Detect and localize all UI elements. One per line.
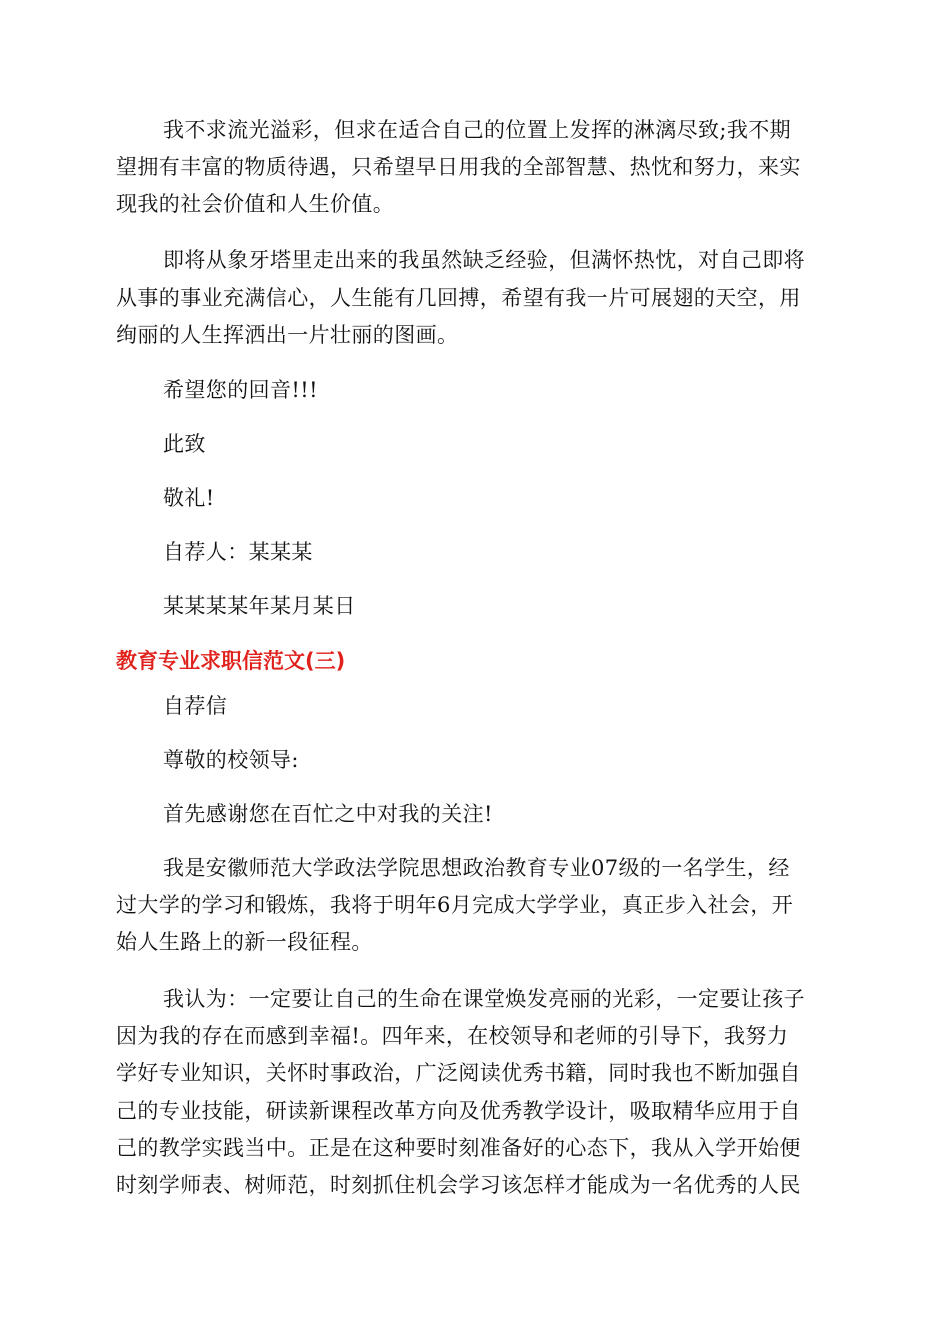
paragraph-line: 从事的事业充满信心，人生能有几回搏，希望有我一片可展翅的天空，用	[116, 286, 801, 310]
paragraph-line: 首先感谢您在百忙之中对我的关注!	[163, 802, 493, 826]
paragraph-line: 己的教学实践当中。正是在这种要时刻准备好的心态下，我从入学开始便	[116, 1136, 801, 1160]
signature-line: 自荐人：某某某	[163, 540, 313, 564]
paragraph-line: 我是安徽师范大学政法学院思想政治教育专业07级的一名学生，经	[163, 856, 790, 880]
paragraph-line: 现我的社会价值和人生价值。	[116, 192, 395, 216]
paragraph-line: 望拥有丰富的物质待遇，只希望早日用我的全部智慧、热忱和努力，来实	[116, 155, 801, 179]
closing-line: 此致	[163, 432, 206, 456]
paragraph-line: 我认为：一定要让自己的生命在课堂焕发亮丽的光彩，一定要让孩子	[163, 987, 805, 1011]
section-heading: 教育专业求职信范文(三)	[116, 649, 346, 673]
paragraph-line: 绚丽的人生挥洒出一片壮丽的图画。	[116, 323, 459, 347]
paragraph-line: 始人生路上的新一段征程。	[116, 930, 373, 954]
paragraph-line: 过大学的学习和锻炼，我将于明年6月完成大学学业，真正步入社会，开	[116, 893, 794, 917]
closing-line: 敬礼!	[163, 486, 215, 510]
closing-line: 希望您的回音!!!	[163, 378, 318, 402]
paragraph-line: 因为我的存在而感到幸福!。四年来，在校领导和老师的引导下，我努力	[116, 1024, 789, 1048]
salutation: 尊敬的校领导:	[163, 748, 299, 772]
paragraph-line: 己的专业技能，研读新课程改革方向及优秀教学设计，吸取精华应用于自	[116, 1099, 801, 1123]
paragraph-line: 即将从象牙塔里走出来的我虽然缺乏经验，但满怀热忱，对自己即将	[163, 248, 805, 272]
paragraph-line: 学好专业知识，关怀时事政治，广泛阅读优秀书籍，同时我也不断加强自	[116, 1061, 801, 1085]
date-line: 某某某某年某月某日	[163, 594, 356, 618]
paragraph-line: 我不求流光溢彩，但求在适合自己的位置上发挥的淋漓尽致;我不期	[163, 118, 792, 142]
paragraph-line: 时刻学师表、树师范，时刻抓住机会学习该怎样才能成为一名优秀的人民	[116, 1173, 801, 1197]
letter-title: 自荐信	[163, 694, 228, 718]
